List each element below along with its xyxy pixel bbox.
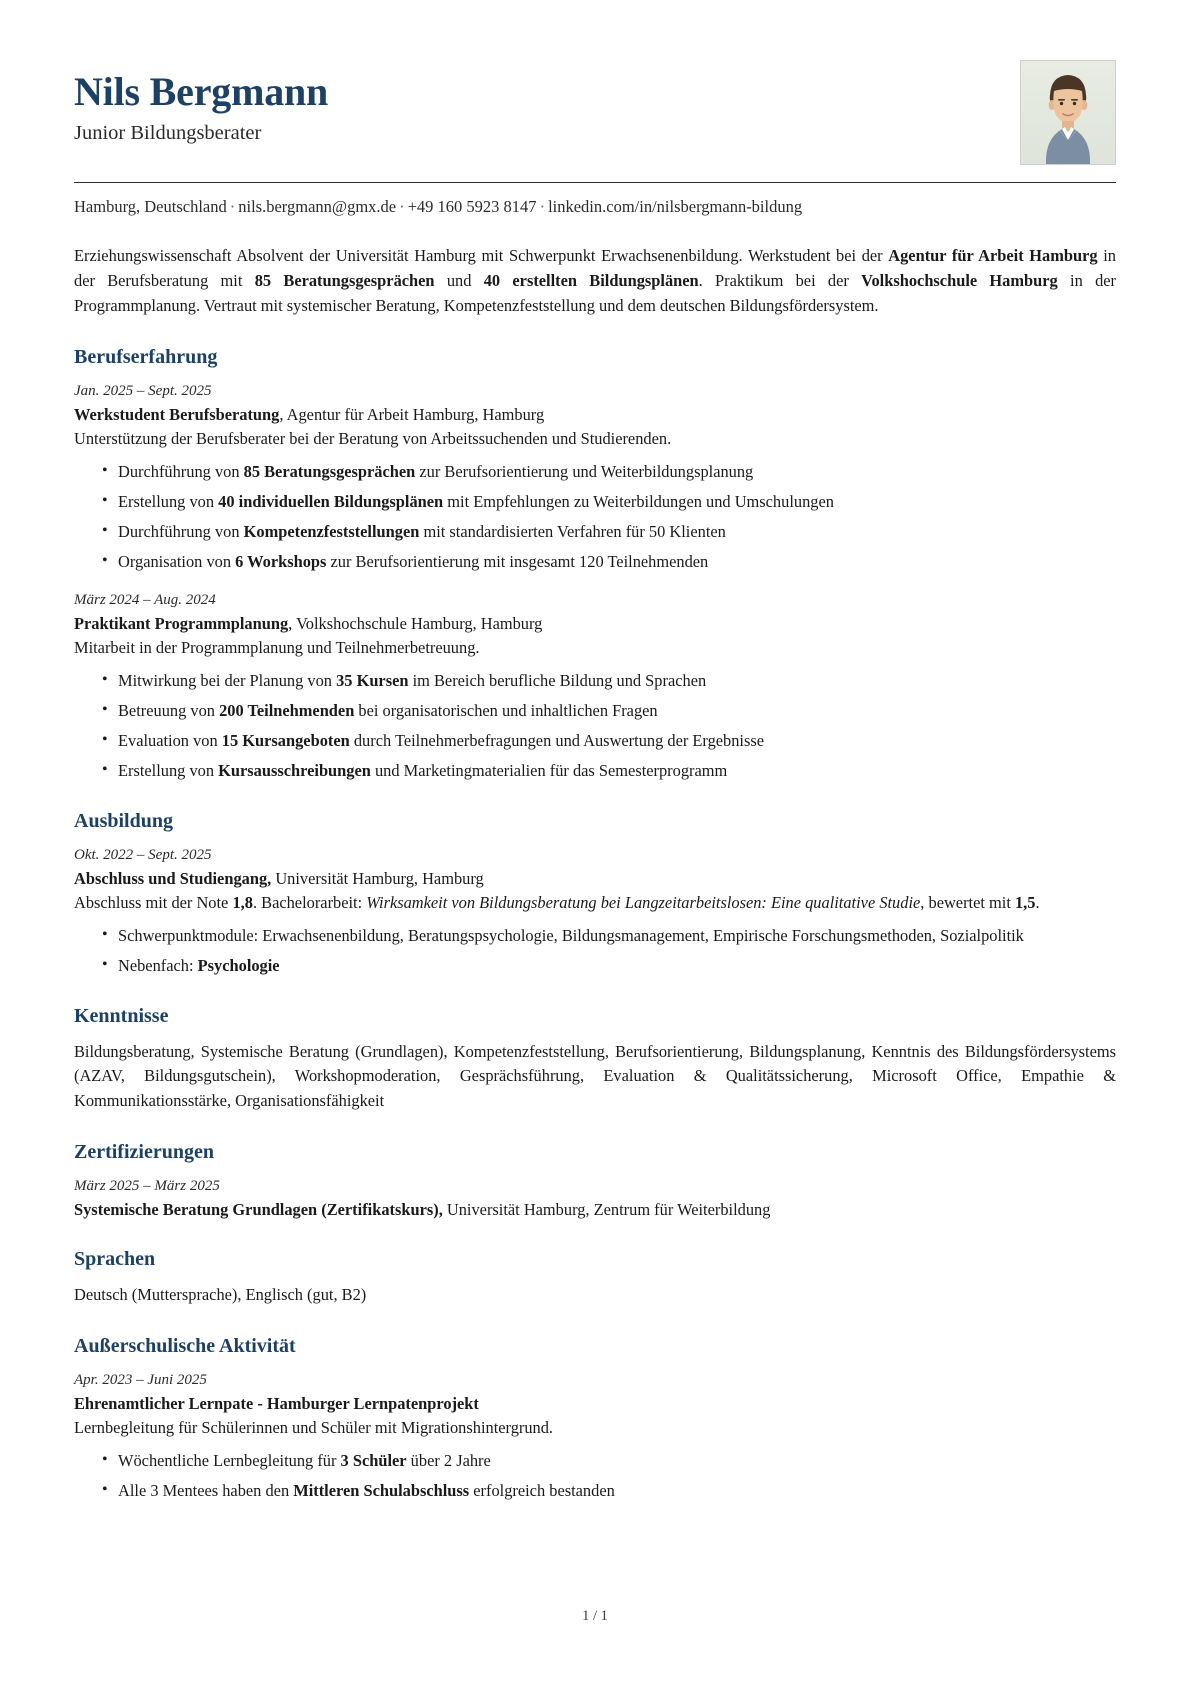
bullet-text-a: Schwerpunktmodule: Erwachsenenbildung, Beratungspsychologie, Bildungsmanagement, Empirische Forschungsmethoden, Sozialpolitik — [118, 925, 1024, 945]
header-text-block — [74, 58, 328, 145]
list-item — [102, 729, 1116, 753]
bullet-text-a: Evaluation von — [118, 730, 222, 750]
extracurricular-entry — [74, 1370, 1116, 1503]
degree-name: Abschluss und Studiengang, — [74, 868, 272, 888]
experience-entry — [74, 381, 1116, 574]
bullet-text-b: Psychologie — [197, 955, 280, 975]
list-item — [102, 1449, 1116, 1473]
thesis-title: Wirksamkeit von Bildungsberatung bei Langzeitarbeitslosen: Eine qualitative Studie — [366, 893, 921, 913]
activity-role: Ehrenamtlicher Lernpate - Hamburger Lernpatenprojekt — [74, 1393, 479, 1413]
desc-text-c: , bewertet mit — [920, 893, 1015, 913]
bullet-text-a: Organisation von — [118, 552, 236, 572]
bullet-text-b: 15 Kursangeboten — [221, 730, 350, 750]
certification-entry — [74, 1176, 1116, 1221]
list-item — [102, 460, 1116, 484]
bullet-text-c: und Marketingmaterialien für das Semesterprogramm — [370, 760, 728, 780]
section-languages — [74, 1247, 1116, 1308]
contact-line — [74, 196, 1116, 218]
bullet-text-b: Kursausschreibungen — [218, 760, 371, 780]
bullet-text-a: Wöchentliche Lernbegleitung für — [118, 1450, 341, 1470]
bullet-text-b: 85 Beratungsgesprächen — [243, 462, 416, 482]
job-headline: Junior Bildungsberater — [74, 121, 262, 144]
bullet-text-a: Nebenfach: — [118, 955, 198, 975]
skills-text: Bildungsberatung, Systemische Beratung (Grundlagen), Kompetenzfeststellung, Berufsorientierung, Bildungsplanung, Kenntnis des Bildungsfördersystems (AZAV, Bildungsgutschein), Workshopmoderation, Gesprächsführung, Evaluation & Qualitätssicherung, Microsoft Office, Empathie & Kommunikationsstärke, Organisationsfähigkeit — [74, 1041, 1116, 1111]
profile-summary — [74, 244, 1116, 319]
final-grade: 1,8 — [232, 893, 253, 913]
entry-description: Lernbegleitung für Schülerinnen und Schüler mit Migrationshintergrund. — [74, 1417, 554, 1437]
bullet-text-c: mit Empfehlungen zu Weiterbildungen und Umschulungen — [443, 492, 834, 512]
contact-phone[interactable]: +49 160 5923 8147 — [407, 197, 537, 216]
bullet-text-b: 35 Kursen — [336, 671, 409, 691]
entry-date: Jan. 2025 – Sept. 2025 — [74, 383, 212, 400]
summary-bold-1: Agentur für Arbeit Hamburg — [888, 246, 1098, 266]
bullet-text-c: im Bereich berufliche Bildung und Sprachen — [408, 671, 707, 691]
bullet-text-a: Mitwirkung bei der Planung von — [118, 671, 337, 691]
page-title: Nils Bergmann — [74, 69, 329, 114]
entry-date: Apr. 2023 – Juni 2025 — [74, 1371, 207, 1388]
section-title-certifications: Zertifizierungen — [74, 1140, 214, 1163]
thesis-grade: 1,5 — [1014, 893, 1036, 913]
certification-name: Systemische Beratung Grundlagen (Zertifikatskurs), — [74, 1199, 443, 1219]
portrait-photo-icon — [1021, 61, 1115, 164]
bullet-text-c: zur Berufsorientierung mit insgesamt 120 Teilnehmenden — [326, 552, 709, 572]
bullet-text-a: Durchführung von — [118, 462, 244, 482]
section-experience — [74, 345, 1116, 783]
summary-text-1: Erziehungswissenschaft Absolvent der Universität Hamburg mit Schwerpunkt Erwachsenenbildung. Werkstudent bei der — [74, 246, 889, 266]
header-divider — [74, 182, 1116, 183]
desc-text-b: . Bachelorarbeit: — [252, 893, 367, 913]
entry-role: Praktikant Programmplanung — [74, 613, 289, 633]
bullet-text-b: 200 Teilnehmenden — [219, 701, 355, 720]
bullet-text-b: Kompetenzfeststellungen — [243, 522, 420, 542]
section-title-languages: Sprachen — [74, 1247, 156, 1270]
entry-title — [74, 403, 1116, 426]
bullet-text-c: mit standardisierten Verfahren für 50 Klienten — [419, 522, 726, 542]
summary-bold-4: Volkshochschule Hamburg — [861, 271, 1058, 291]
contact-separator-1: · — [229, 197, 236, 216]
list-item — [102, 550, 1116, 574]
entry-bullet-list — [74, 924, 1116, 978]
entry-bullet-list — [74, 1449, 1116, 1503]
summary-text-2: in der Berufsberatung mit — [74, 246, 1116, 291]
contact-separator-3: · — [539, 197, 546, 216]
list-item — [102, 759, 1116, 783]
bullet-text-a: Erstellung von — [118, 492, 219, 512]
section-skills — [74, 1004, 1116, 1114]
entry-date: März 2024 – Aug. 2024 — [74, 591, 216, 608]
contact-location: Hamburg, Deutschland — [74, 197, 227, 216]
bullet-text-c: über 2 Jahre — [406, 1450, 491, 1470]
list-item — [102, 520, 1116, 544]
section-title-education: Ausbildung — [74, 809, 173, 832]
section-education — [74, 809, 1116, 978]
section-title-skills: Kenntnisse — [74, 1004, 169, 1027]
entry-description: Unterstützung der Berufsberater bei der Beratung von Arbeitssuchenden und Studierenden. — [74, 429, 672, 449]
entry-title — [74, 612, 1116, 635]
institution-name: Universität Hamburg, Hamburg — [271, 868, 484, 888]
entry-date: Okt. 2022 – Sept. 2025 — [74, 846, 212, 863]
list-item — [102, 1479, 1116, 1503]
summary-bold-3: 40 erstellten Bildungsplänen — [483, 271, 699, 291]
entry-title — [74, 867, 1116, 890]
summary-bold-2: 85 Beratungsgesprächen — [254, 271, 435, 291]
bullet-text-c: zur Berufsorientierung und Weiterbildungsplanung — [415, 462, 754, 482]
bullet-text-a: Betreuung von — [118, 701, 220, 720]
section-certifications — [74, 1140, 1116, 1221]
summary-text-4: . Praktikum bei der — [698, 271, 862, 291]
bullet-text-b: 3 Schüler — [340, 1450, 407, 1470]
contact-linkedin[interactable]: linkedin.com/in/nilsbergmann-bildung — [548, 197, 803, 216]
contact-email[interactable]: nils.bergmann@gmx.de — [238, 197, 397, 216]
summary-text-5: in der Programmplanung. Vertraut mit systemischer Beratung, Kompetenzfeststellung und dem deutschen Bildungsfördersystem. — [74, 271, 1117, 316]
page-footer — [0, 1608, 1190, 1625]
entry-role: Werkstudent Berufsberatung — [74, 405, 280, 425]
entry-bullet-list — [74, 460, 1116, 574]
list-item — [102, 924, 1116, 948]
desc-text-d: . — [1035, 893, 1040, 913]
bullet-text-b: 40 individuellen Bildungsplänen — [218, 492, 444, 512]
entry-date: März 2025 – März 2025 — [74, 1177, 220, 1194]
bullet-text-c: durch Teilnehmerbefragungen und Auswertung der Ergebnisse — [349, 730, 765, 750]
contact-separator-2: · — [399, 197, 405, 216]
desc-text-a: Abschluss mit der Note — [74, 893, 233, 913]
certification-issuer: Universität Hamburg, Zentrum für Weiterbildung — [442, 1199, 771, 1219]
resume-header — [74, 58, 1116, 165]
bullet-text-b: Mittleren Schulabschluss — [293, 1480, 470, 1500]
entry-bullet-list — [74, 669, 1116, 783]
bullet-text-c: erfolgreich bestanden — [469, 1480, 615, 1500]
section-extracurricular — [74, 1334, 1116, 1503]
page-number: 1 / 1 — [582, 1608, 608, 1624]
avatar — [1020, 60, 1116, 165]
languages-text: Deutsch (Muttersprache), Englisch (gut, B2) — [74, 1284, 367, 1304]
section-title-extracurricular: Außerschulische Aktivität — [74, 1334, 296, 1357]
list-item — [102, 490, 1116, 514]
bullet-text-a: Durchführung von — [118, 522, 244, 542]
education-entry — [74, 845, 1116, 978]
entry-title — [74, 1392, 1116, 1415]
experience-entry — [74, 590, 1116, 783]
bullet-text-a: Alle 3 Mentees haben den — [118, 1480, 294, 1500]
bullet-text-c: bei organisatorischen und inhaltlichen Fragen — [354, 701, 658, 720]
list-item — [102, 669, 1116, 693]
list-item — [102, 699, 1116, 723]
entry-title — [74, 1198, 1116, 1221]
entry-org: , Agentur für Arbeit Hamburg, Hamburg — [279, 405, 545, 425]
list-item — [102, 954, 1116, 978]
entry-org: , Volkshochschule Hamburg, Hamburg — [288, 613, 543, 633]
entry-description: Mitarbeit in der Programmplanung und Teilnehmerbetreuung. — [74, 638, 480, 658]
summary-text-3: und — [434, 271, 484, 291]
bullet-text-b: 6 Workshops — [235, 552, 327, 572]
education-description — [74, 891, 1116, 915]
bullet-text-a: Erstellung von — [118, 760, 219, 780]
section-title-experience: Berufserfahrung — [74, 346, 218, 369]
